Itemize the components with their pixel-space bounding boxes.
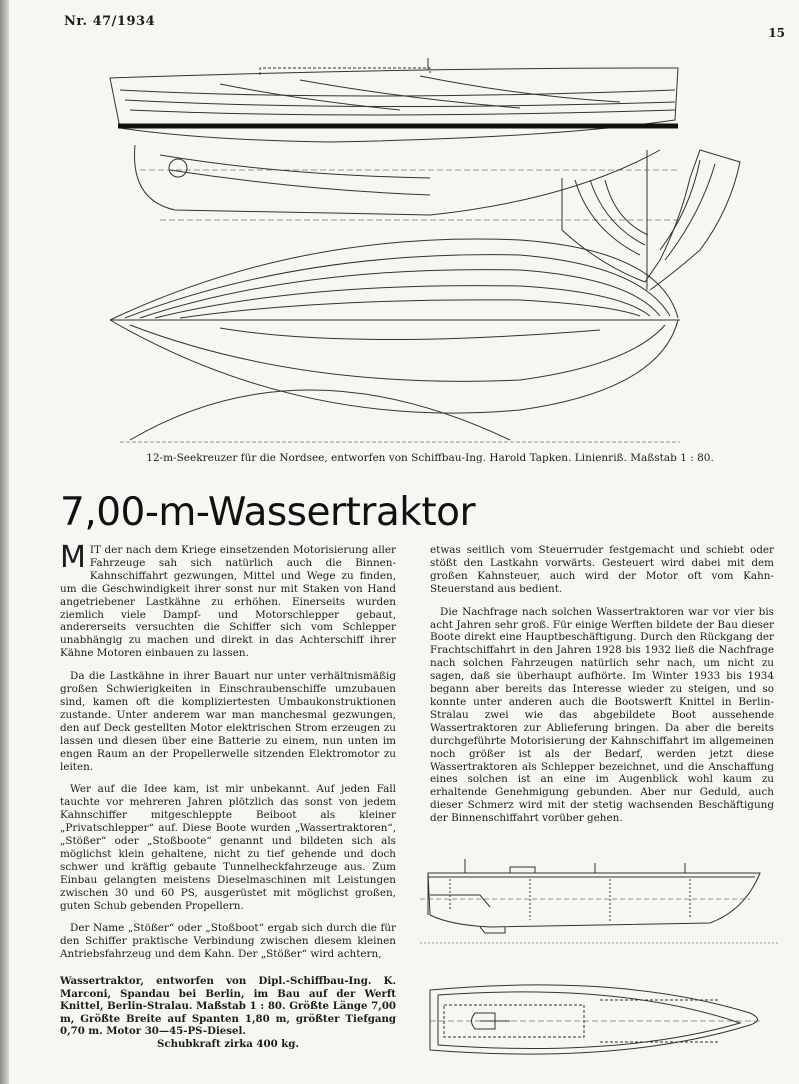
figure2-caption [60,975,396,1051]
yacht-lines-drawing [100,50,790,445]
water-tractor-profile [420,859,780,943]
left-text-column [60,540,396,971]
paragraph: Der Name „Stößer“ oder „Stoßboot“ ergab sich durch die für den Schiffer praktische Verbindung zwischen diesem kleinen Antriebsfahrzeug und dem Kahn. Der „Stößer“ wird achtern, [60,922,396,961]
paragraph: Wer auf die Idee kam, ist mir unbekannt. Auf jeden Fall tauchte vor mehreren Jahren plötzlich das sonst von jedem Kahnschiffer mitgeschleppte Beiboot als kleiner „Privatschlepper“ auf. Diese Boote wurden „Wassertraktoren“, „Stößer“ oder „Stoßboote“ genannt und bildeten sich als möglichst klein gehaltene, nicht zu tief gehende und doch schwer und kräftig gebaute Tunnelheckfahrzeuge aus. Zum Einbau gelangten meistens Dieselmaschinen mit Leistungen zwischen 30 und 60 PS, ausgerüstet mit möglichst großen, guten Schub gebenden Propellern. [60,783,396,912]
paragraph: Die Nachfrage nach solchen Wassertraktoren war vor vier bis acht Jahren sehr groß. Für einige Werften bildete der Bau dieser Boote direkt eine Hauptbeschäftigung. Durch den Rückgang der Frachtschiffahrt in den Jahren 1928 bis 1932 ließ die Nachfrage nach solchen Fahrzeugen natürlich sehr nach, um nicht zu sagen, daß sie überhaupt aufhörte. Im Winter 1933 bis 1934 begann aber bereits das Interesse wieder zu steigen, und so konnte unter anderen auch die Bootswerft Knittel in Berlin-Stralau zwei wie das abgebildete Boot aussehende Wassertraktoren zur Ablieferung bringen. Da aber die bereits durchgeführte Motorisierung der Kahnschiffahrt im allgemeinen noch größer ist als der Bedarf, werden jetzt diese Wassertraktoren als Schlepper bezeichnet, und die Anschaffung eines solchen ist an eine im Augenblick wohl kaum zu erhaltende Genehmigung gebunden. Aber nur Geduld, auch dieser Schmerz wird mit der stetig wachsenden Beschäftigung der Binnenschiffahrt vorüber gehen. [430,605,774,825]
paragraph: Da die Lastkähne in ihrer Bauart nur unter verhältnismäßig großen Schwierigkeiten in Einschraubenschiffe umzubauen sind, kamen oft die kompliziertesten Umbaukonstruktionen zustande. Unter anderem war man manchesmal gezwungen, den auf Deck gestellten Motor elektrischen Strom erzeugen zu lassen und diesen über eine Batterie zu einem, nun unten im engen Raum an der Propellerwelle sitzenden Elektromotor zu leiten. [60,670,396,773]
yacht-keel [135,145,661,215]
figure2-caption-last-line: Schubkraft zirka 400 kg. [157,1037,299,1050]
figure1-caption: 12-m-Seekreuzer für die Nordsee, entworfen von Schiffbau-Ing. Harold Tapken. Linienriß. Maßstab 1 : 80. [146,452,714,464]
right-text-column [430,544,774,835]
page-number: 15 [768,26,785,40]
paragraph: etwas seitlich vom Steuerruder festgemacht und schiebt oder stößt den Lastkahn vorwärts. Gesteuert wird dabei mit dem großen Kahnsteuer, auch wird der Motor oft vom Kahn-Steuerstand aus bedient. [430,544,774,595]
water-tractor-plan-view [430,985,760,1054]
figure2-caption-text: Wassertraktor, entworfen von Dipl.-Schiffbau-Ing. K. Marconi, Spandau bei Berlin, im Bau auf der Werft Knittel, Berlin-Stralau. Maßstab 1 : 80. Größte Länge 7,00 m, Größte Breite auf Spanten 1,80 m, größter Tiefgang 0,70 m. Motor 30—45-PS-Diesel. [60,975,396,1038]
paragraph-rest: IT der nach dem Kriege einsetzenden Motorisierung aller Fahrzeuge sah sich natürlich auch die Binnen-Kahnschiffahrt gezwungen, Mittel und Wege zu finden, um die Geschwindigkeit ihrer sonst nur mit Staken von Hand angetriebener Lastkähne zu erhöhen. Einerseits wurden ziemlich viele Dampf- und Motorschlepper gebaut, andererseits versuchten die Schiffer sich vom Schlepper unabhängig zu machen und direkt in das Achterschiff ihrer Kähne Motoren einbauen zu lassen. [60,544,396,660]
water-tractor-drawing [420,855,790,1080]
yacht-half-breadth-plan [110,239,680,440]
issue-number: Nr. 47/1934 [64,14,156,29]
yacht-profile-hull [110,68,678,142]
paragraph [60,540,396,660]
article-headline: 7,00-m-Wassertraktor [60,490,476,535]
page-gutter-shadow [0,0,9,1084]
drop-cap: M [60,540,86,575]
